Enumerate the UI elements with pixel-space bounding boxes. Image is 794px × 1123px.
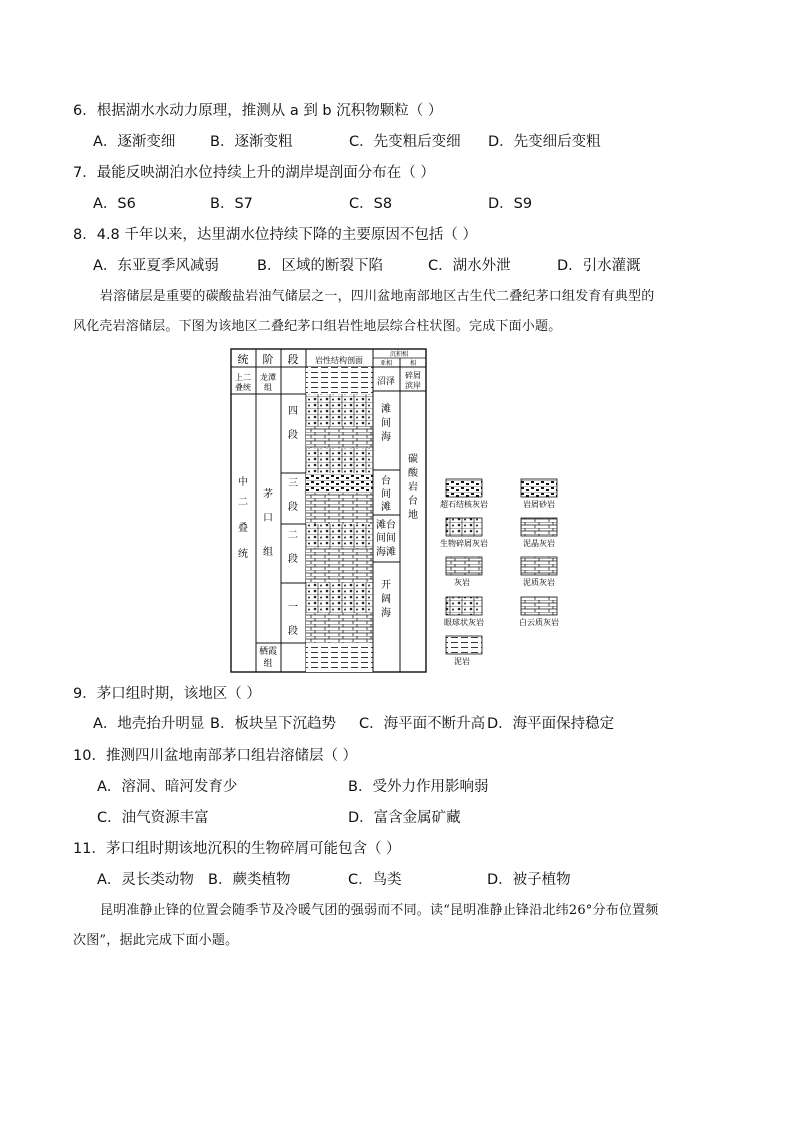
q6-option-b[interactable]: B．逐渐变粗 — [210, 134, 293, 150]
member-3-label — [288, 477, 298, 513]
legend-label-9: 泥岩 — [454, 657, 470, 666]
svg-text:二: 二 — [238, 497, 248, 508]
subfacies-3-label — [376, 518, 396, 558]
svg-text:三: 三 — [288, 478, 298, 489]
q6-option-c[interactable]: C．先变粗后变细 — [349, 134, 461, 150]
legend-swatch-3 — [446, 518, 482, 536]
q10-option-b[interactable]: B．受外力作用影响弱 — [348, 779, 489, 795]
q8-option-b[interactable]: B．区域的断裂下陷 — [257, 258, 383, 274]
legend — [440, 479, 559, 666]
q6-option-d[interactable]: D．先变细后变粗 — [488, 134, 601, 150]
legend-label-4: 泥晶灰岩 — [523, 539, 555, 548]
q7-option-d[interactable]: D．S9 — [488, 196, 533, 212]
profile-layer-9 — [306, 613, 373, 643]
profile-layer-bottom — [306, 643, 373, 672]
profile-layer-7 — [306, 548, 373, 583]
upper-series-label-1: 上二 — [235, 373, 251, 382]
q9-option-b[interactable]: B．板块呈下沉趋势 — [210, 716, 336, 732]
middle-series-label — [238, 475, 248, 560]
legend-label-1: 超石结核灰岩 — [440, 500, 488, 509]
legend-swatch-9 — [446, 636, 482, 654]
svg-text:海: 海 — [381, 608, 391, 619]
svg-text:中: 中 — [238, 477, 248, 488]
svg-text:开: 开 — [381, 580, 391, 591]
profile-layer-3 — [306, 448, 373, 473]
header-stage: 阶 — [262, 353, 274, 366]
svg-text:台: 台 — [381, 476, 391, 487]
svg-text:碳: 碳 — [408, 454, 418, 465]
svg-text:地: 地 — [408, 510, 418, 521]
profile-layer-8 — [306, 583, 373, 613]
intro-passage-1-line2: 风化壳岩溶储层。下图为该地区二叠纪茅口组岩性地层综合柱状图。完成下面小题。 — [73, 319, 562, 334]
maokou-label — [263, 487, 273, 558]
legend-label-8: 白云质灰岩 — [519, 618, 559, 627]
svg-text:海滩: 海滩 — [376, 547, 396, 558]
legend-label-2: 岩屑砂岩 — [523, 500, 555, 509]
legend-swatch-2 — [521, 479, 557, 497]
profile-layer-4 — [306, 473, 373, 493]
legend-swatch-8 — [521, 597, 557, 615]
svg-text:滩: 滩 — [381, 502, 391, 513]
svg-text:口: 口 — [263, 513, 273, 524]
facies-main-label — [408, 452, 419, 521]
longtan-label-2: 组 — [264, 383, 272, 392]
header-facies: 沉积相 — [389, 351, 409, 358]
header-system: 统 — [237, 353, 249, 366]
svg-text:段: 段 — [288, 626, 298, 637]
legend-label-5: 灰岩 — [454, 578, 470, 587]
q8-option-c[interactable]: C．湖水外泄 — [428, 258, 511, 274]
q7-option-b[interactable]: B．S7 — [210, 196, 253, 212]
svg-text:台: 台 — [408, 496, 418, 507]
svg-text:阔: 阔 — [381, 594, 391, 605]
question-6-stem: 6．根据湖水水动力原理，推测从 a 到 b 沉积物颗粒（ ） — [73, 103, 443, 119]
qixia-label-2: 组 — [263, 659, 273, 669]
svg-text:滩: 滩 — [381, 404, 391, 415]
svg-text:间: 间 — [381, 489, 391, 500]
member-4-label — [288, 405, 298, 441]
svg-text:四: 四 — [288, 406, 298, 417]
profile-layer-1 — [306, 394, 373, 426]
legend-swatch-5 — [446, 557, 482, 575]
svg-text:间: 间 — [381, 418, 391, 429]
intro-passage-2-line2: 次图”，据此完成下面小题。 — [73, 933, 239, 948]
q7-option-a[interactable]: A．S6 — [93, 196, 136, 212]
header-profile: 岩性结构剖面 — [315, 356, 363, 365]
q7-option-c[interactable]: C．S8 — [349, 196, 393, 212]
legend-label-6: 泥质灰岩 — [523, 578, 555, 587]
subfacies-2-label — [381, 474, 391, 513]
svg-text:滩台: 滩台 — [376, 520, 396, 531]
svg-text:二: 二 — [288, 530, 298, 541]
q9-option-a[interactable]: A．地壳抬升明显 — [93, 716, 205, 732]
intro-passage-1-line1: 岩溶储层是重要的碳酸盐岩油气储层之一，四川盆地南部地区古生代二叠纪茅口组发育有典型的 — [100, 289, 655, 304]
clastic-label-2: 滨岸 — [405, 381, 421, 390]
q11-option-d[interactable]: D．被子植物 — [487, 872, 571, 888]
svg-text:统: 统 — [238, 549, 248, 560]
intro-passage-2-line1: 昆明准静止锋的位置会随季节及冷暖气团的强弱而不同。读“昆明准静止锋沿北纬26°分布位置频 — [100, 903, 659, 918]
svg-text:茅: 茅 — [263, 489, 273, 500]
question-11-stem: 11．茅口组时期该地沉积的生物碎屑可能包含（ ） — [73, 841, 401, 857]
header-microfacies: 相 — [409, 360, 417, 367]
legend-label-3: 生物碎屑灰岩 — [440, 539, 488, 548]
q11-option-b[interactable]: B．蕨类植物 — [208, 872, 291, 888]
qixia-label-1: 栖霞 — [258, 647, 278, 657]
question-9-stem: 9．茅口组时期，该地区（ ） — [73, 686, 261, 702]
q6-option-a[interactable]: A．逐渐变细 — [93, 134, 176, 150]
question-8-stem: 8．4.8 千年以来，达里湖水位持续下降的主要原因不包括（ ） — [73, 227, 478, 243]
svg-text:一: 一 — [288, 602, 298, 613]
q10-option-d[interactable]: D．富含金属矿藏 — [348, 810, 461, 826]
profile-layer-top — [306, 367, 373, 394]
q10-option-c[interactable]: C．油气资源丰富 — [97, 810, 209, 826]
profile-layer-5 — [306, 493, 373, 524]
svg-text:叠: 叠 — [238, 523, 248, 534]
clastic-label-1: 碎屑 — [405, 371, 421, 380]
q10-option-a[interactable]: A．溶洞、暗河发育少 — [97, 779, 238, 795]
svg-text:海: 海 — [381, 432, 391, 443]
header-subfacies: 亚相 — [379, 360, 393, 367]
q11-option-c[interactable]: C．鸟类 — [348, 872, 402, 888]
profile-layer-2 — [306, 426, 373, 448]
svg-text:段: 段 — [288, 502, 298, 513]
profile-layer-6 — [306, 524, 373, 548]
marsh-label: 沼泽 — [376, 377, 396, 387]
q9-option-d[interactable]: D．海平面保持稳定 — [487, 716, 615, 732]
q8-option-a[interactable]: A．东亚夏季风减弱 — [93, 258, 219, 274]
member-2-label — [288, 530, 298, 565]
legend-swatch-4 — [521, 518, 557, 536]
q11-option-a[interactable]: A．灵长类动物 — [97, 872, 194, 888]
svg-text:间间: 间间 — [376, 533, 396, 544]
question-10-stem: 10．推测四川盆地南部茅口组岩溶储层（ ） — [73, 748, 358, 764]
question-7-stem: 7．最能反映湖泊水位持续上升的湖岸堤剖面分布在（ ） — [73, 165, 435, 181]
q9-option-c[interactable]: C．海平面不断升高 — [359, 716, 486, 732]
svg-text:酸: 酸 — [408, 468, 418, 479]
longtan-label-1: 龙潭 — [260, 373, 276, 382]
subfacies-4-label — [381, 579, 391, 619]
svg-text:段: 段 — [288, 430, 298, 441]
svg-text:段: 段 — [288, 554, 298, 565]
svg-text:组: 组 — [263, 547, 273, 558]
subfacies-1-label — [381, 402, 391, 443]
q8-option-d[interactable]: D．引水灌溉 — [557, 258, 641, 274]
legend-swatch-6 — [521, 557, 557, 575]
legend-swatch-7 — [446, 597, 482, 615]
svg-text:岩: 岩 — [408, 482, 418, 493]
upper-series-label-2: 叠统 — [235, 383, 251, 392]
legend-label-7: 眼球状灰岩 — [444, 618, 484, 627]
header-member: 段 — [287, 353, 299, 366]
member-1-label — [288, 602, 298, 637]
legend-swatch-1 — [446, 479, 482, 497]
